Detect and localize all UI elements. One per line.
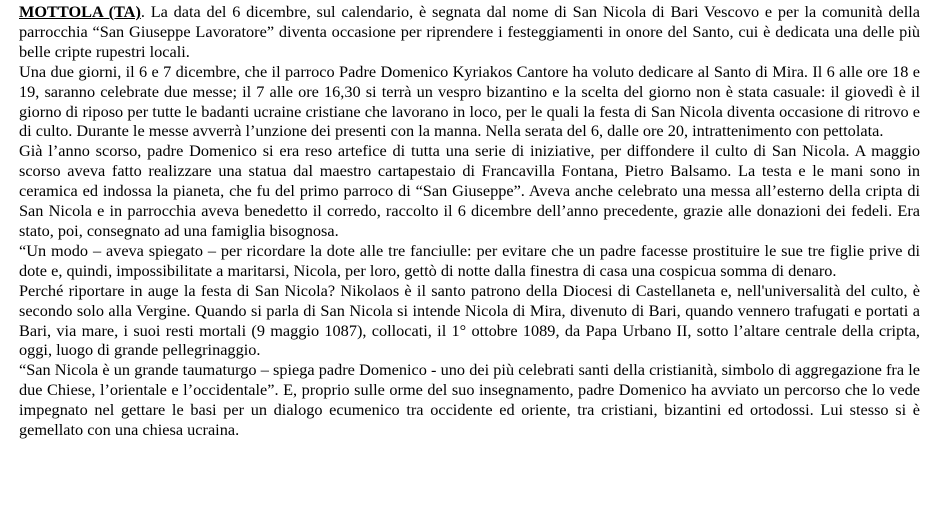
article-dateline: MOTTOLA (TA)	[19, 2, 141, 21]
article-paragraph-6: “San Nicola è un grande taumaturgo – spiega padre Domenico - uno dei più celebrati santi della cristianità, simbolo di aggregazione fra le due Chiese, l’orientale e l’occidentale”. E, proprio sulle orme del suo insegnamento, padre Domenico ha avviato un percorso che lo vede impegnato nel gettare le basi per un dialogo ecumenico tra occidente ed oriente, tra cristiani, bizantini ed ortodossi. Lui stesso si è gemellato con una chiesa ucraina.	[19, 360, 920, 440]
article-paragraph-1	[19, 2, 920, 62]
article-paragraph-5: Perché riportare in auge la festa di San Nicola? Nikolaos è il santo patrono della Diocesi di Castellaneta e, nell'universalità del culto, è secondo solo alla Vergine. Quando si parla di San Nicola si intende Nicola di Mira, divenuto di Bari, quando vennero trafugati e portati a Bari, via mare, i suoi resti mortali (9 maggio 1087), collocati, il 1° ottobre 1089, da Papa Urbano II, sotto l’altare centrale della cripta, oggi, luogo di grande pellegrinaggio.	[19, 280, 920, 360]
article-paragraph-3: Già l’anno scorso, padre Domenico si era reso artefice di tutta una serie di iniziative, per diffondere il culto di San Nicola. A maggio scorso aveva fatto realizzare una statua dal maestro cartapestaio di Francavilla Fontana, Pietro Balsamo. La testa e le mani sono in ceramica ed indossa la pianeta, che fu del primo parroco di “San Giuseppe”. Aveva anche celebrato una messa all’esterno della cripta di San Nicola e in parrocchia aveva benedetto il corredo, raccolto il 6 dicembre dell’anno precedente, grazie alle donazioni dei fedeli. Era stato, poi, consegnato ad una famiglia bisognosa.	[19, 141, 920, 240]
article-paragraph-2: Una due giorni, il 6 e 7 dicembre, che il parroco Padre Domenico Kyriakos Cantore ha voluto dedicare al Santo di Mira. Il 6 alle ore 18 e 19, saranno celebrate due messe; il 7 alle ore 16,30 si terrà un vespro bizantino e la scelta del giorno non è stata casuale: il giovedì è il giorno di riposo per tutte le badanti ucraine cristiane che lavorano in loco, per le quali la festa di San Nicola diventa occasione di ritrovo e di culto. Durante le messe avverrà l’unzione dei presenti con la manna. Nella serata del 6, dalle ore 20, intrattenimento con pettolata.	[19, 61, 920, 141]
article-paragraph-1-text: . La data del 6 dicembre, sul calendario, è segnata dal nome di San Nicola di Bari Vescovo e per la comunità della parrocchia “San Giuseppe Lavoratore” diventa occasione per riprendere i festeggiamenti in onore del Santo, cui è dedicata una delle più belle cripte rupestri locali.	[19, 2, 920, 61]
article-paragraph-4: “Un modo – aveva spiegato – per ricordare la dote alle tre fanciulle: per evitare che un padre facesse prostituire le sue tre figlie prive di dote e, quindi, impossibilitate a maritarsi, Nicola, per loro, gettò di notte dalla finestra di casa una cospicua somma di denaro.	[19, 240, 920, 280]
